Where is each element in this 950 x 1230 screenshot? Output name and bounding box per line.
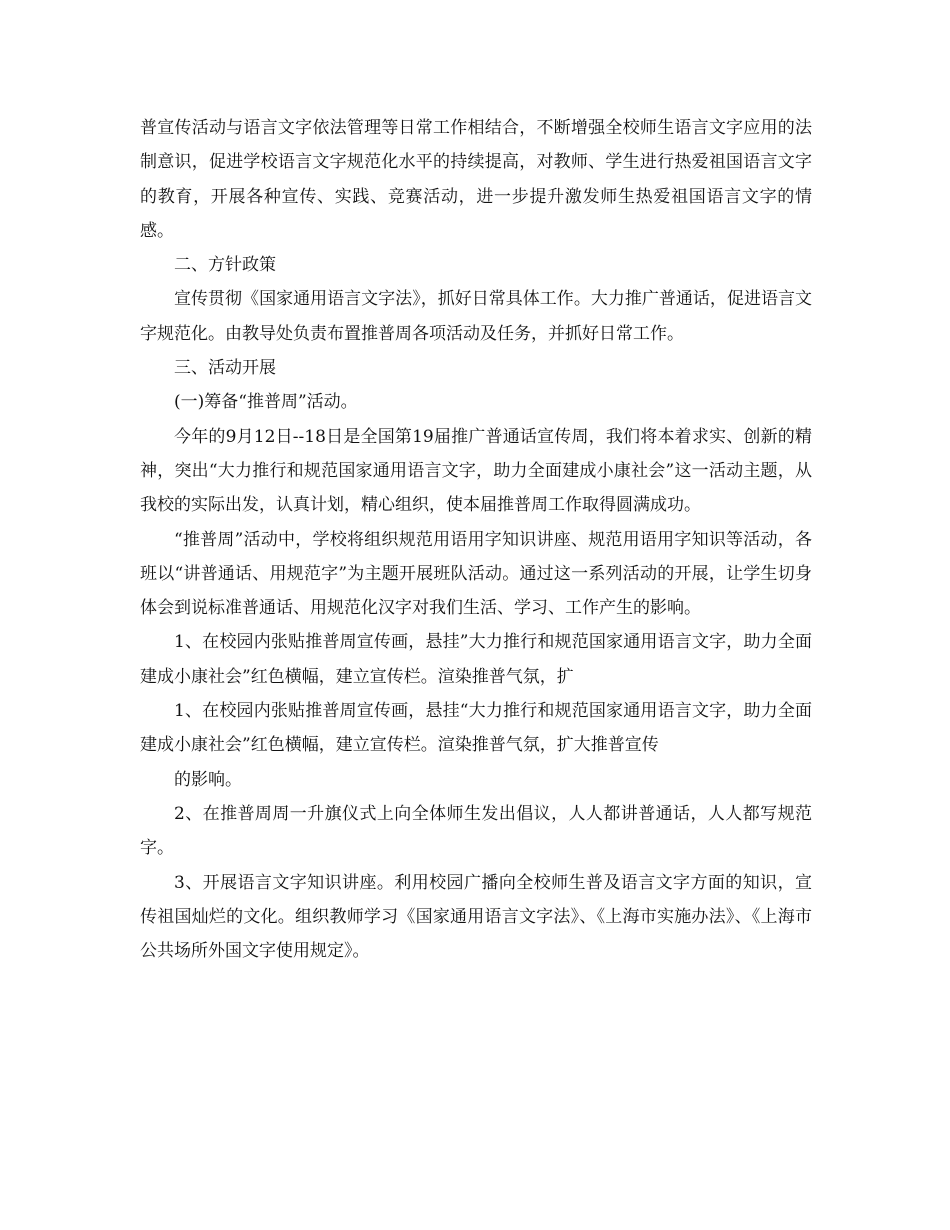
list-item-1-continuation: 的影响。: [174, 769, 242, 790]
document-body: [140, 111, 812, 968]
paragraph-promotion-week: 今年的9月12日--18日是全国第19届推广普通话宣传周，我们将本着求实、创新的精神，突出“大力推行和规范国家通用语言文字，助力全面建成小康社会”这一活动主题，从我校的实际出发，认真计划，精心组织，使本届推普周工作取得圆满成功。: [140, 426, 812, 516]
section-heading-policy: 二、方针政策: [174, 255, 276, 276]
list-item-2: 2、在推普周周一升旗仪式上向全体师生发出倡议，人人都讲普通话，人人都写规范字。: [140, 803, 812, 859]
subsection-heading-preparation: (一)筹备“推普周”活动。: [174, 392, 358, 413]
list-item-3: 3、开展语言文字知识讲座。利用校园广播向全校师生普及语言文字方面的知识，宣传祖国灿烂的文化。组织教师学习《国家通用语言文字法》、《上海市实施办法》、《上海市公共场所外国文字使用规定》。: [140, 872, 812, 962]
list-item-1: 1、在校园内张贴推普周宣传画，悬挂“大力推行和规范国家通用语言文字，助力全面建成小康社会”红色横幅，建立宣传栏。渲染推普气氛，扩大推普宣传: [140, 701, 812, 756]
list-item-1-draft: 1、在校园内张贴推普周宣传画，悬挂”大力推行和规范国家通用语言文字，助力全面建成小康社会”红色横幅，建立宣传栏。渲染推普气氛，扩: [140, 632, 812, 687]
paragraph-policy: 宣传贯彻《国家通用语言文字法》，抓好日常具体工作。大力推广普通话，促进语言文字规范化。由教导处负责布置推普周各项活动及任务，并抓好日常工作。: [140, 289, 812, 344]
paragraph-week-activities: “推普周”活动中，学校将组织规范用语用字知识讲座、规范用语用字知识等活动，各班以“讲普通话、用规范字”为主题开展班队活动。通过这一系列活动的开展，让学生切身体会到说标准普通话、用规范化汉字对我们生活、学习、工作产生的影响。: [140, 529, 812, 619]
section-heading-activities: 三、活动开展: [174, 358, 276, 379]
paragraph-intro-continuation: 普宣传活动与语言文字依法管理等日常工作相结合，不断增强全校师生语言文字应用的法制意识，促进学校语言文字规范化水平的持续提高，对教师、学生进行热爱祖国语言文字的教育，开展各种宣传、实践、竞赛活动，进一步提升激发师生热爱祖国语言文字的情感。: [140, 118, 812, 241]
